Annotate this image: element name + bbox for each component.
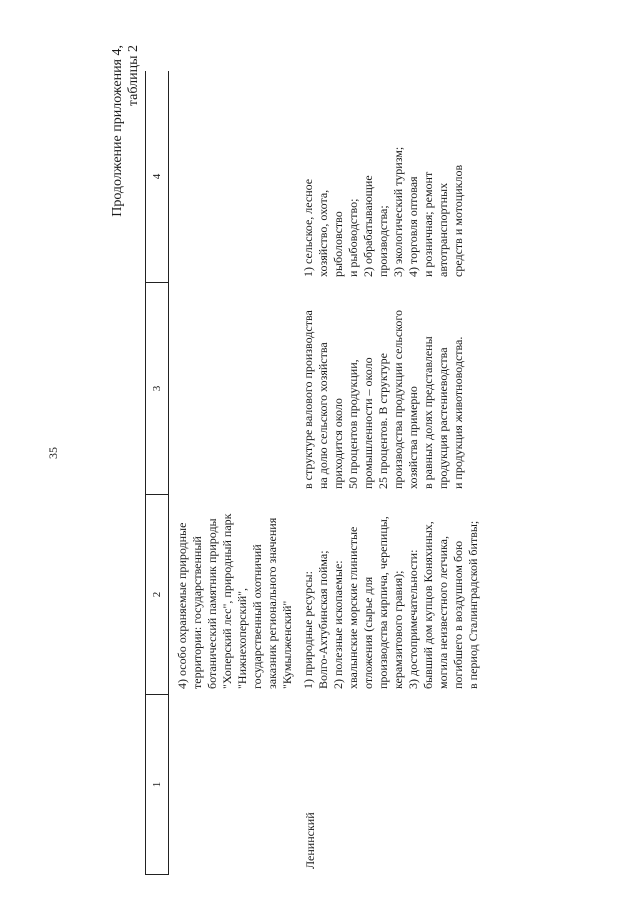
row-b-district: Ленинский xyxy=(303,812,317,869)
row-a-economy xyxy=(169,283,295,495)
row-b-resources: 1) природные ресурсы: Волго-Ахтубинская пойма; 2) полезные ископаемые: хвалынские морские глинистые отложения (сырье для производства кирпича, черепицы, керамзитового гравия); 3) достопримечательности: бывший дом купцов Коняхиных, могила неизвестного летчика, погибшего в воздушном бою в период Сталинградской битвы; xyxy=(301,516,480,689)
row-a-district xyxy=(169,695,295,875)
continuation-note: Продолжение приложения 4, таблицы 2 xyxy=(110,45,141,217)
column-header-4: 4 xyxy=(145,71,169,283)
row-a-activities xyxy=(169,71,295,283)
rotated-page-content xyxy=(110,25,610,875)
column-header-2: 2 xyxy=(145,495,169,695)
column-header-1: 1 xyxy=(145,695,169,875)
row-b-economy: в структуре валового производства на долю сельского хозяйства приходится около 50 процентов продукции, промышленности – около 25 процентов. В структуре производства продукции сельского хозяйства примерно в равных долях представлены продукция растениеводства и продукция животноводства. xyxy=(301,309,465,489)
row-a-resources: 4) особо охраняемые природные территории: государственный ботанический памятник природы "Хоперский лес", природный парк "Нижнехоперский", государственный охотничий заказник регионального значения "Кумылженский" xyxy=(175,513,294,689)
row-b-activities: 1) сельское, лесное хозяйство, охота, рыболовство и рыбоводство; 2) обрабатывающие производства; 3) экологический туризм; 4) торговля оптовая и розничная; ремонт автотранспортных средств и мотоциклов xyxy=(301,146,465,277)
column-header-3: 3 xyxy=(145,283,169,495)
appendix-table xyxy=(145,25,481,875)
page-number: 35 xyxy=(46,447,60,459)
